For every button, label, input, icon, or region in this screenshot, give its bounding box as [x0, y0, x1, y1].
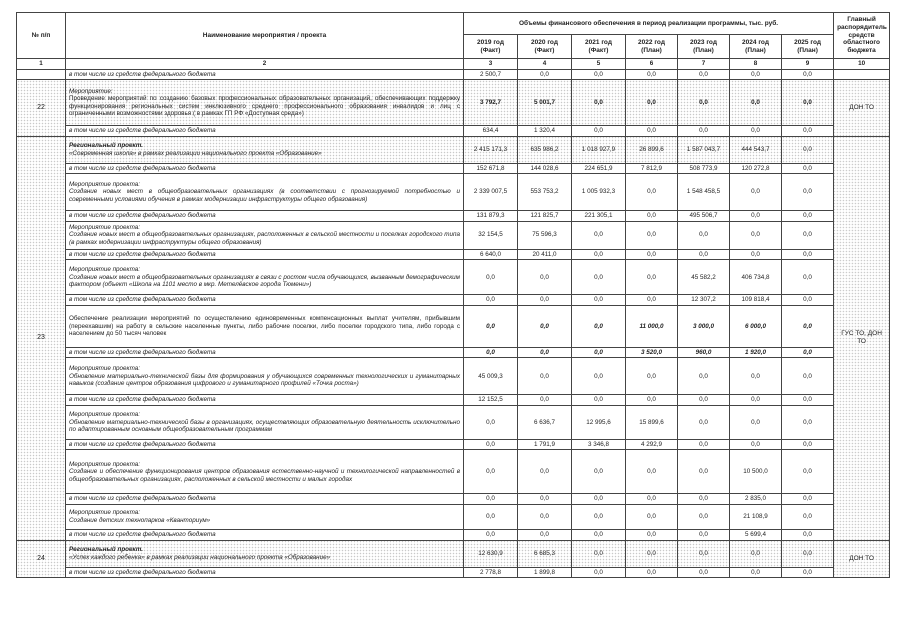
value-cell: 2 835,0	[730, 494, 782, 505]
table-row	[17, 439, 890, 450]
value-cell: 0,0	[782, 358, 834, 395]
table-row	[17, 395, 890, 406]
header-year: 2023 год (План)	[678, 35, 730, 59]
value-cell: 0,0	[730, 405, 782, 439]
value-cell: 120 272,8	[730, 163, 782, 174]
header-no: № п/п	[17, 13, 66, 59]
row-text: Мероприятие: Проведение мероприятий по созданию базовых профессиональных образовательных организаций, обеспечивающих поддержку функционирования региональных систем инклюзивного среднего профессионального образования инвалидов и лиц с ограниченными возможностями здоровья ( в рамках ГП РФ «Доступная среда»)	[66, 80, 464, 126]
value-cell: 0,0	[782, 80, 834, 126]
row-text: Мероприятие проекта: Обновление материально-технической базы для формирования у обучающихся современных технологических и гуманитарных навыков (создание центров образования цифрового и гуманитарного профилей «Точка роста»)	[66, 358, 464, 395]
value-cell: 0,0	[782, 163, 834, 174]
row-text: в том числе из средств федерального бюджета	[66, 530, 464, 541]
value-cell: 75 596,3	[518, 221, 572, 249]
value-cell: 32 154,5	[464, 221, 518, 249]
header-year: 2020 год (Факт)	[518, 35, 572, 59]
owner-cell: ДОН ТО	[834, 80, 890, 137]
row-number: 22	[17, 80, 66, 137]
value-cell: 0,0	[464, 295, 518, 306]
value-cell: 121 825,7	[518, 211, 572, 222]
value-cell: 0,0	[782, 126, 834, 137]
header-owner: Главный распорядитель средств областного бюджета	[834, 13, 890, 59]
value-cell: 0,0	[678, 69, 730, 80]
row-text: Обеспечение реализации мероприятий по осуществлению единовременных компенсационных выплат учителям, прибывшим (переехавшим) на работу в сельские населенные пункты, либо рабочие поселки, либо поселки городского типа, либо города с населением до 50 тысяч человек	[66, 305, 464, 347]
value-cell: 0,0	[572, 567, 626, 578]
row-text: в том числе из средств федерального бюджета	[66, 494, 464, 505]
value-cell: 2 339 007,5	[464, 174, 518, 211]
value-cell: 3 000,0	[678, 305, 730, 347]
table-row	[17, 567, 890, 578]
table-row	[17, 505, 890, 530]
value-cell: 0,0	[572, 260, 626, 295]
table-row	[17, 530, 890, 541]
value-cell: 0,0	[464, 405, 518, 439]
value-cell: 0,0	[730, 69, 782, 80]
value-cell: 20 411,0	[518, 249, 572, 260]
value-cell: 0,0	[678, 540, 730, 567]
row-text: в том числе из средств федерального бюджета	[66, 567, 464, 578]
value-cell: 1 018 927,9	[572, 136, 626, 163]
owner-cell: ДОН ТО	[834, 540, 890, 578]
table-row	[17, 260, 890, 295]
value-cell: 0,0	[518, 305, 572, 347]
value-cell: 0,0	[782, 260, 834, 295]
value-cell: 0,0	[782, 136, 834, 163]
row-text: Мероприятие проекта: Создание и обеспечение функционирования центров образования естественно-научной и технологической направленностей в общеобразовательных организациях, расположенных в сельской местности и малых городах	[66, 450, 464, 494]
value-cell: 1 899,8	[518, 567, 572, 578]
value-cell: 0,0	[572, 126, 626, 137]
value-cell: 0,0	[464, 450, 518, 494]
value-cell: 0,0	[518, 450, 572, 494]
value-cell: 12 995,6	[572, 405, 626, 439]
value-cell: 0,0	[678, 567, 730, 578]
value-cell: 0,0	[518, 530, 572, 541]
value-cell: 0,0	[678, 450, 730, 494]
column-index: 4	[518, 59, 572, 70]
value-cell: 5 001,7	[518, 80, 572, 126]
column-index: 7	[678, 59, 730, 70]
header-year: 2019 год (Факт)	[464, 35, 518, 59]
row-number: 24	[17, 540, 66, 578]
row-text: в том числе из средств федерального бюджета	[66, 347, 464, 358]
value-cell: 0,0	[678, 505, 730, 530]
value-cell: 0,0	[518, 358, 572, 395]
value-cell: 0,0	[782, 211, 834, 222]
value-cell: 6 685,3	[518, 540, 572, 567]
value-cell: 0,0	[572, 395, 626, 406]
value-cell: 0,0	[464, 347, 518, 358]
value-cell: 45 009,3	[464, 358, 518, 395]
value-cell: 131 879,3	[464, 211, 518, 222]
table-row	[17, 69, 890, 80]
value-cell: 224 651,9	[572, 163, 626, 174]
value-cell: 12 630,9	[464, 540, 518, 567]
value-cell: 0,0	[464, 439, 518, 450]
value-cell: 0,0	[730, 439, 782, 450]
value-cell: 0,0	[730, 174, 782, 211]
value-cell: 0,0	[626, 260, 678, 295]
value-cell: 3 520,0	[626, 347, 678, 358]
value-cell: 0,0	[572, 80, 626, 126]
column-index: 6	[626, 59, 678, 70]
value-cell: 0,0	[626, 249, 678, 260]
value-cell: 1 320,4	[518, 126, 572, 137]
value-cell: 0,0	[782, 567, 834, 578]
value-cell: 0,0	[572, 540, 626, 567]
row-text: Мероприятие проекта: Создание детских технопарков «Кванториум»	[66, 505, 464, 530]
value-cell: 10 500,0	[730, 450, 782, 494]
row-text: в том числе из средств федерального бюджета	[66, 211, 464, 222]
value-cell: 0,0	[678, 126, 730, 137]
row-text: Мероприятие проекта: Обновление материально-технической базы в организациях, осуществляющих образовательную деятельность исключительно по адаптированным основным общеобразовательным программам	[66, 405, 464, 439]
value-cell: 2 500,7	[464, 69, 518, 80]
table-row	[17, 126, 890, 137]
value-cell: 0,0	[572, 305, 626, 347]
value-cell: 0,0	[626, 567, 678, 578]
value-cell: 21 108,9	[730, 505, 782, 530]
value-cell: 0,0	[782, 221, 834, 249]
row-text: в том числе из средств федерального бюджета	[66, 126, 464, 137]
value-cell: 0,0	[518, 505, 572, 530]
table-row	[17, 221, 890, 249]
table-row	[17, 347, 890, 358]
value-cell: 7 812,9	[626, 163, 678, 174]
value-cell: 0,0	[572, 221, 626, 249]
value-cell: 0,0	[730, 221, 782, 249]
value-cell: 0,0	[464, 305, 518, 347]
table-row	[17, 450, 890, 494]
value-cell: 0,0	[572, 450, 626, 494]
value-cell: 0,0	[730, 540, 782, 567]
table-row	[17, 295, 890, 306]
value-cell: 0,0	[518, 295, 572, 306]
value-cell: 0,0	[782, 249, 834, 260]
value-cell: 0,0	[464, 260, 518, 295]
value-cell: 960,0	[678, 347, 730, 358]
value-cell: 0,0	[572, 249, 626, 260]
value-cell: 45 582,2	[678, 260, 730, 295]
value-cell: 0,0	[518, 69, 572, 80]
value-cell: 0,0	[464, 494, 518, 505]
column-index: 9	[782, 59, 834, 70]
value-cell: 2 778,8	[464, 567, 518, 578]
value-cell: 0,0	[782, 295, 834, 306]
value-cell: 0,0	[782, 69, 834, 80]
header-year: 2022 год (План)	[626, 35, 678, 59]
value-cell: 0,0	[678, 530, 730, 541]
value-cell: 444 543,7	[730, 136, 782, 163]
value-cell: 0,0	[678, 395, 730, 406]
value-cell: 0,0	[782, 405, 834, 439]
value-cell: 0,0	[626, 126, 678, 137]
row-text: Мероприятие проекта: Создание новых мест в общеобразовательных организациях в связи с ростом числа обучающихся, вызванным демографическим фактором (объект «Школа на 1101 место в мкр. Метелёвское города Тюмени»)	[66, 260, 464, 295]
table-row	[17, 405, 890, 439]
value-cell: 1 791,9	[518, 439, 572, 450]
financing-table	[16, 12, 890, 578]
value-cell: 0,0	[678, 405, 730, 439]
column-index: 10	[834, 59, 890, 70]
value-cell: 0,0	[626, 80, 678, 126]
row-text: Мероприятие проекта: Создание новых мест в общеобразовательных организациях, расположенных в сельской местности и поселках городского типа (в рамках модернизации инфраструктуры общего образования)	[66, 221, 464, 249]
value-cell: 0,0	[782, 395, 834, 406]
table-row	[17, 163, 890, 174]
column-index: 3	[464, 59, 518, 70]
value-cell: 0,0	[626, 69, 678, 80]
value-cell: 0,0	[572, 347, 626, 358]
value-cell: 6 000,0	[730, 305, 782, 347]
value-cell: 0,0	[626, 450, 678, 494]
value-cell: 635 986,2	[518, 136, 572, 163]
row-text: Мероприятие проекта: Создание новых мест в общеобразовательных организациях (в соответствии с прогнозируемой потребностью и современными условиями обучения в рамках модернизации инфраструктуры общего образования)	[66, 174, 464, 211]
value-cell: 0,0	[678, 221, 730, 249]
owner-cell: ГУС ТО, ДОН ТО	[834, 136, 890, 540]
value-cell: 0,0	[782, 305, 834, 347]
table-row	[17, 174, 890, 211]
value-cell: 0,0	[678, 80, 730, 126]
value-cell: 0,0	[626, 530, 678, 541]
table-row	[17, 540, 890, 567]
value-cell: 109 818,4	[730, 295, 782, 306]
value-cell: 508 773,9	[678, 163, 730, 174]
value-cell: 3 346,8	[572, 439, 626, 450]
row-text: в том числе из средств федерального бюджета	[66, 295, 464, 306]
value-cell: 0,0	[518, 347, 572, 358]
value-cell: 12 152,5	[464, 395, 518, 406]
header-row	[17, 13, 890, 35]
value-cell: 1 587 043,7	[678, 136, 730, 163]
value-cell: 0,0	[678, 439, 730, 450]
value-cell: 553 753,2	[518, 174, 572, 211]
value-cell: 0,0	[730, 211, 782, 222]
value-cell: 2 415 171,3	[464, 136, 518, 163]
value-cell: 1 005 932,3	[572, 174, 626, 211]
value-cell: 0,0	[464, 530, 518, 541]
header-name: Наименование мероприятия / проекта	[66, 13, 464, 59]
value-cell: 3 792,7	[464, 80, 518, 126]
value-cell: 0,0	[572, 295, 626, 306]
value-cell: 0,0	[626, 174, 678, 211]
table-row	[17, 249, 890, 260]
value-cell: 634,4	[464, 126, 518, 137]
header-volumes: Объемы финансового обеспечения в период реализации программы, тыс. руб.	[464, 13, 834, 35]
owner-cell	[834, 69, 890, 80]
value-cell: 4 292,9	[626, 439, 678, 450]
row-text: в том числе из средств федерального бюджета	[66, 249, 464, 260]
value-cell: 0,0	[626, 395, 678, 406]
row-text: в том числе из средств федерального бюджета	[66, 69, 464, 80]
column-index: 2	[66, 59, 464, 70]
value-cell: 0,0	[678, 358, 730, 395]
value-cell: 0,0	[782, 450, 834, 494]
value-cell: 0,0	[626, 295, 678, 306]
value-cell: 0,0	[572, 69, 626, 80]
column-index: 1	[17, 59, 66, 70]
table-row	[17, 136, 890, 163]
value-cell: 0,0	[572, 358, 626, 395]
value-cell: 11 000,0	[626, 305, 678, 347]
value-cell: 15 899,6	[626, 405, 678, 439]
row-number	[17, 69, 66, 80]
value-cell: 0,0	[626, 505, 678, 530]
value-cell: 0,0	[730, 567, 782, 578]
table-row	[17, 80, 890, 126]
column-index-row	[17, 59, 890, 70]
value-cell: 0,0	[782, 347, 834, 358]
value-cell: 0,0	[782, 439, 834, 450]
value-cell: 26 899,6	[626, 136, 678, 163]
value-cell: 144 028,6	[518, 163, 572, 174]
value-cell: 0,0	[730, 395, 782, 406]
value-cell: 0,0	[678, 249, 730, 260]
value-cell: 0,0	[626, 494, 678, 505]
table-row	[17, 358, 890, 395]
header-year: 2021 год (Факт)	[572, 35, 626, 59]
value-cell: 152 671,8	[464, 163, 518, 174]
column-index: 5	[572, 59, 626, 70]
table-row	[17, 305, 890, 347]
value-cell: 0,0	[782, 174, 834, 211]
value-cell: 0,0	[518, 395, 572, 406]
value-cell: 221 305,1	[572, 211, 626, 222]
value-cell: 0,0	[730, 126, 782, 137]
value-cell: 0,0	[518, 494, 572, 505]
value-cell: 0,0	[572, 530, 626, 541]
value-cell: 0,0	[782, 530, 834, 541]
value-cell: 0,0	[626, 358, 678, 395]
value-cell: 0,0	[730, 80, 782, 126]
value-cell: 0,0	[730, 358, 782, 395]
row-number: 23	[17, 136, 66, 540]
value-cell: 0,0	[464, 505, 518, 530]
value-cell: 0,0	[626, 221, 678, 249]
value-cell: 0,0	[626, 540, 678, 567]
row-text: в том числе из средств федерального бюджета	[66, 163, 464, 174]
value-cell: 6 636,7	[518, 405, 572, 439]
row-text: Региональный проект. «Успех каждого ребенка» в рамках реализации национального проекта «Образование»	[66, 540, 464, 567]
value-cell: 0,0	[782, 540, 834, 567]
table-row	[17, 494, 890, 505]
table-row	[17, 211, 890, 222]
row-text: в том числе из средств федерального бюджета	[66, 395, 464, 406]
value-cell: 0,0	[678, 494, 730, 505]
value-cell: 0,0	[518, 260, 572, 295]
column-index: 8	[730, 59, 782, 70]
value-cell: 0,0	[782, 505, 834, 530]
value-cell: 0,0	[730, 249, 782, 260]
value-cell: 0,0	[572, 494, 626, 505]
value-cell: 0,0	[572, 505, 626, 530]
header-year: 2025 год (План)	[782, 35, 834, 59]
value-cell: 1 920,0	[730, 347, 782, 358]
value-cell: 1 548 458,5	[678, 174, 730, 211]
value-cell: 406 734,8	[730, 260, 782, 295]
value-cell: 12 307,2	[678, 295, 730, 306]
value-cell: 0,0	[782, 494, 834, 505]
value-cell: 495 506,7	[678, 211, 730, 222]
value-cell: 6 640,0	[464, 249, 518, 260]
row-text: Региональный проект. «Современная школа» в рамках реализации национального проекта «Образование»	[66, 136, 464, 163]
row-text: в том числе из средств федерального бюджета	[66, 439, 464, 450]
header-year: 2024 год (План)	[730, 35, 782, 59]
value-cell: 5 699,4	[730, 530, 782, 541]
value-cell: 0,0	[626, 211, 678, 222]
